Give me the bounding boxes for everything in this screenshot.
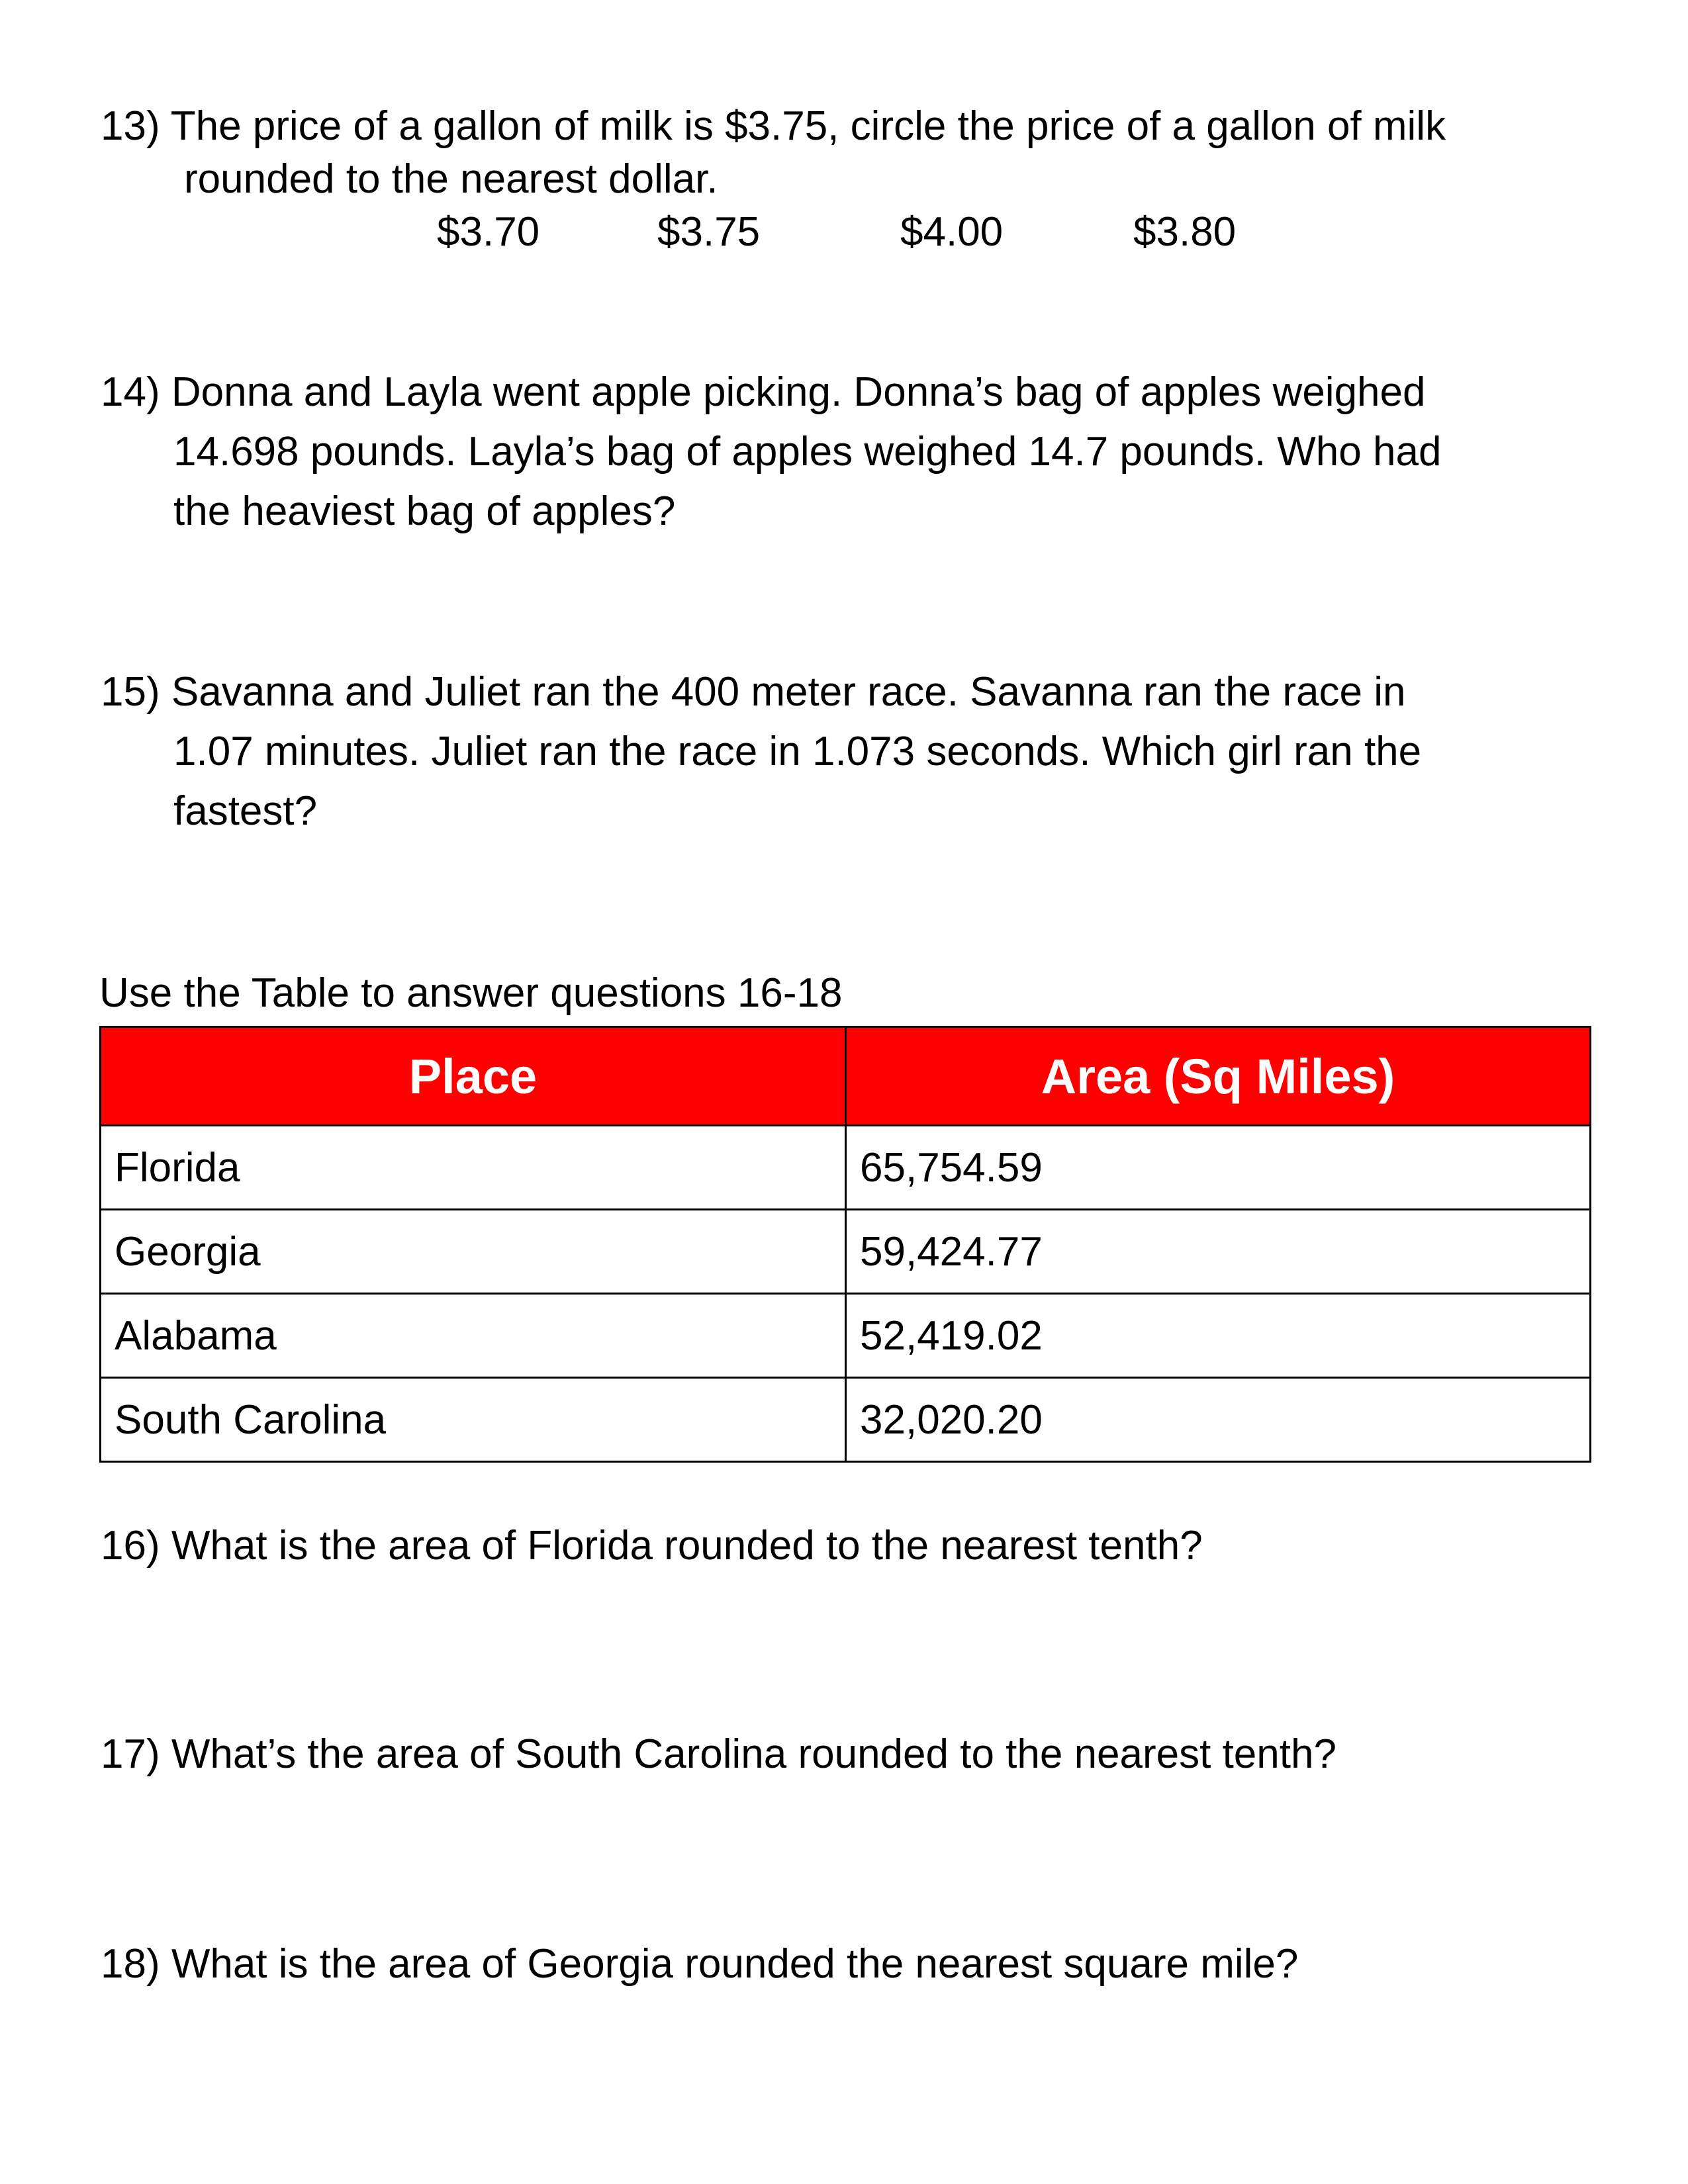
q13-choice-a[interactable]: $3.70 [437,209,540,255]
q15-line-3: fastest? [173,788,318,834]
q14-line-1: 14) Donna and Layla went apple picking. Donna’s bag of apples weighed [101,369,1426,415]
place-cell: South Carolina [101,1378,846,1462]
q13-line-1: 13) The price of a gallon of milk is $3.75, circle the price of a gallon of milk [101,103,1446,149]
q16-text: 16) What is the area of Florida rounded to the nearest tenth? [101,1523,1203,1569]
place-cell: Florida [101,1126,846,1210]
q15-line-1: 15) Savanna and Juliet ran the 400 meter race. Savanna ran the race in [101,669,1406,715]
place-cell: Alabama [101,1294,846,1378]
area-cell: 59,424.77 [846,1210,1591,1294]
table-row [101,1126,1591,1210]
area-cell: 52,419.02 [846,1294,1591,1378]
q14-line-2: 14.698 pounds. Layla’s bag of apples weighed 14.7 pounds. Who had [173,429,1442,475]
table-row [101,1378,1591,1462]
table-intro: Use the Table to answer questions 16-18 [99,970,843,1016]
q17-text: 17) What’s the area of South Carolina rounded to the nearest tenth? [101,1731,1336,1777]
q13-choice-b[interactable]: $3.75 [657,209,761,255]
place-cell: Georgia [101,1210,846,1294]
q15-line-2: 1.07 minutes. Juliet ran the race in 1.073 seconds. Which girl ran the [173,729,1422,774]
area-cell: 32,020.20 [846,1378,1591,1462]
q13-choice-d[interactable]: $3.80 [1133,209,1237,255]
q18-text: 18) What is the area of Georgia rounded the nearest square mile? [101,1941,1299,1987]
q13-choice-c[interactable]: $4.00 [900,209,1004,255]
table-row [101,1294,1591,1378]
q14-line-3: the heaviest bag of apples? [173,488,676,534]
table-row [101,1210,1591,1294]
q13-line-2: rounded to the nearest dollar. [184,156,718,202]
area-table [99,1026,1591,1463]
header-area: Area (Sq Miles) [846,1027,1591,1126]
header-place: Place [101,1027,846,1126]
table-header-row [101,1027,1591,1126]
area-cell: 65,754.59 [846,1126,1591,1210]
